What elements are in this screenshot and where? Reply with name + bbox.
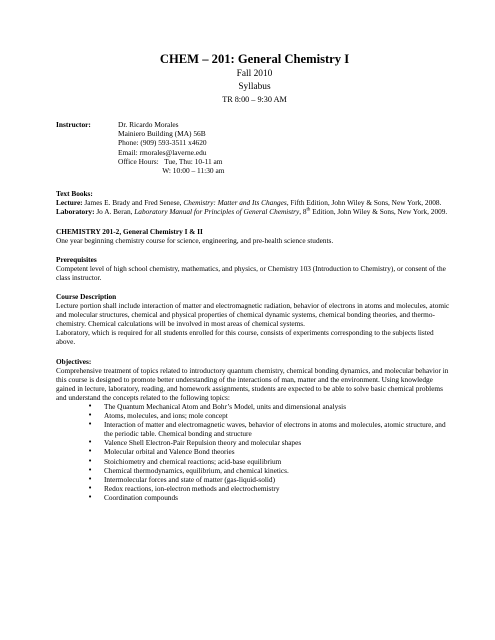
prerequisites-text: Competent level of high school chemistry, mathematics, and physics, or Chemistry 103 (Introduction to Chemistry), or consent of the class instructor. bbox=[56, 263, 446, 282]
lab-edition-suffix: th bbox=[306, 207, 311, 213]
objectives-topic-list bbox=[56, 402, 453, 502]
prerequisites-section bbox=[56, 255, 453, 282]
lab-author: Jo A. Beran, bbox=[94, 207, 135, 217]
topic-item: • Coordination compounds bbox=[88, 493, 453, 502]
lecture-publisher: , Fifth Edition, John Wiley & Sons, New York, 2008. bbox=[286, 198, 442, 208]
objectives-section bbox=[56, 357, 453, 503]
description-paragraph-2: Laboratory, which is required for all students enrolled for this course, consists of experiments corresponding to the subjects listed above. bbox=[56, 328, 434, 347]
instructor-name: Dr. Ricardo Morales bbox=[118, 120, 179, 129]
instructor-details bbox=[118, 120, 224, 175]
lecture-book-title: Chemistry: Matter and Its Changes bbox=[183, 198, 287, 208]
topic-item: • Atoms, molecules, and ions; mole concept bbox=[88, 411, 453, 420]
lecture-textbook bbox=[56, 198, 453, 207]
topic-item: • Intermolecular forces and state of matter (gas-liquid-solid) bbox=[88, 475, 453, 484]
objectives-intro: Comprehensive treatment of topics related to introductory quantum chemistry, chemical bonding dynamics, and molecular behavior in this course is designed to promote better understanding of the interactions of man, matter and the environment. Using knowledge gained in lecture, laboratory, reading, and homework assignments, students are expected to be able to solve basic chemical problems and understand the concepts related to the following topics: bbox=[56, 365, 449, 402]
topic-item: • The Quantum Mechanical Atom and Bohr’s Model, units and dimensional analysis bbox=[88, 402, 453, 411]
description-paragraph-1: Lecture portion shall include interaction of matter and electromagnetic radiation, behavior of electrons in atoms and molecules, atomic and molecular structures, chemical and physical properties of chemical dynamic systems, chemical bonding theories, and thermo-chemistry. Chemical calculations will be involved in most areas of chemical systems. bbox=[56, 301, 450, 329]
office-hours-tue-thu: Office Hours: Tue, Thu: 10-11 am bbox=[118, 156, 223, 166]
topic-item: • Molecular orbital and Valence Bond theories bbox=[88, 447, 453, 456]
lab-label: Laboratory: bbox=[56, 207, 95, 217]
lecture-label: Lecture: bbox=[56, 198, 83, 208]
course-heading: CHEMISTRY 201-2, General Chemistry I & II bbox=[56, 226, 203, 236]
instructor-block bbox=[56, 120, 453, 175]
course-section bbox=[56, 227, 453, 245]
objectives-heading: Objectives: bbox=[56, 356, 92, 366]
topic-item: • Redox reactions, ion-electron methods and electrochemistry bbox=[88, 484, 453, 493]
office-hours-wed: W: 10:00 – 11:30 am bbox=[118, 166, 225, 176]
description-section bbox=[56, 292, 453, 347]
instructor-office: Mainiero Building (MA) 56B bbox=[118, 129, 206, 139]
description-heading: Course Description bbox=[56, 291, 117, 301]
topic-item: • Stoichiometry and chemical reactions; acid-base equilibrium bbox=[88, 457, 453, 466]
textbooks-heading: Text Books: bbox=[56, 189, 93, 199]
lab-edition-number: , 8 bbox=[299, 207, 307, 217]
topic-item: • Interaction of matter and electromagnetic waves, behavior of electrons in atoms and molecules, atomic structure, and the periodic table. Chemical bonding and structure bbox=[88, 420, 453, 438]
topic-item: • Chemical thermodynamics, equilibrium, and chemical kinetics. bbox=[88, 466, 453, 475]
prerequisites-heading: Prerequisites bbox=[56, 254, 97, 264]
class-schedule: TR 8:00 – 9:30 AM bbox=[222, 95, 287, 104]
textbooks-section bbox=[56, 189, 453, 216]
instructor-phone: Phone: (909) 593-3511 x4620 bbox=[118, 138, 207, 148]
term: Fall 2010 bbox=[236, 69, 273, 79]
instructor-label: Instructor: bbox=[56, 120, 91, 129]
lab-book-title: Laboratory Manual for Principles of General Chemistry bbox=[134, 207, 300, 217]
course-text: One year beginning chemistry course for science, engineering, and pre-health science students. bbox=[56, 235, 334, 245]
course-title: CHEM – 201: General Chemistry I bbox=[159, 52, 350, 66]
lecture-authors: James E. Brady and Fred Senese, bbox=[82, 198, 184, 208]
instructor-email: Email: rmorales@laverne.edu bbox=[118, 147, 207, 157]
topic-item: • Valence Shell Electron-Pair Repulsion theory and molecular shapes bbox=[88, 438, 453, 447]
lab-publisher: Edition, John Wiley & Sons, New York, 2009. bbox=[310, 207, 448, 217]
lab-textbook bbox=[56, 207, 453, 216]
document-type: Syllabus bbox=[238, 82, 271, 92]
